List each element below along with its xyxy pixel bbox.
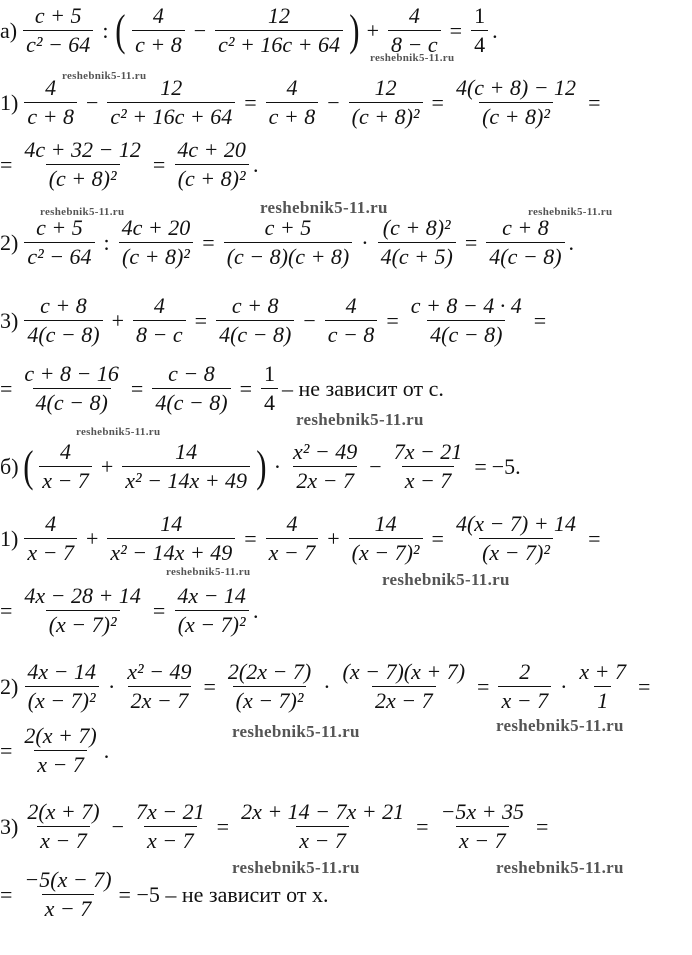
operator: = (533, 307, 547, 333)
fraction (224, 216, 353, 269)
denominator: 4 (471, 30, 488, 57)
watermark: reshebnik5-11.ru (370, 52, 455, 64)
operator: · (361, 229, 369, 255)
operator: = (0, 375, 13, 401)
numerator: c + 5 (36, 215, 83, 240)
fraction (388, 4, 441, 57)
step-label: 1) (0, 89, 19, 115)
fraction (21, 868, 114, 921)
fraction (266, 512, 319, 565)
fraction (24, 660, 99, 713)
fraction (107, 76, 235, 129)
fraction (133, 800, 208, 853)
step-label: 3) (0, 307, 19, 333)
operator: = (431, 89, 444, 115)
operator: + (111, 307, 125, 333)
operator: + (85, 525, 99, 551)
numerator: 4c + 20 (121, 215, 191, 240)
numerator: 2(x + 7) (24, 723, 97, 748)
fraction (266, 76, 319, 129)
numerator: −5(x − 7) (24, 867, 112, 892)
fraction (24, 294, 102, 347)
fraction (21, 724, 99, 777)
task-a-statement: а) $\frac{c + 5}{\text{c² − 64}}$ : ( $\frac{4}{c + 8}$ − $\frac{12}{\text{c² + 16c + 64}}$ ) + $\frac{4}{8 - c}$ = $\frac{1}{4}$ . (0, 3, 498, 57)
fraction (24, 512, 77, 565)
numerator: 4x − 28 + 14 (24, 583, 141, 608)
numerator: c − 8 (168, 361, 215, 386)
numerator: 14 (175, 439, 198, 464)
denominator: (c + 8)² (349, 102, 423, 129)
numerator: x² − 49 (293, 439, 358, 464)
fraction (24, 76, 77, 129)
denominator: (x − 7)² (479, 538, 553, 565)
watermark: reshebnik5-11.ru (76, 426, 161, 438)
numerator: 12 (160, 75, 183, 100)
fraction (215, 4, 343, 57)
watermark: reshebnik5-11.ru (260, 198, 388, 217)
fraction (238, 800, 407, 853)
divide-sign: : (102, 17, 109, 43)
operator: = (194, 307, 208, 333)
fraction (174, 584, 249, 637)
denominator: 4(c − 8) (427, 320, 505, 347)
operator: = (638, 673, 651, 699)
denominator: c² − 64 (23, 30, 93, 57)
numerator: 2(x + 7) (27, 799, 100, 824)
task-a-step-3-cont (0, 362, 444, 415)
denominator: (x − 7)² (349, 538, 423, 565)
watermark: reshebnik5-11.ru (528, 206, 613, 218)
denominator: 4 (261, 388, 278, 415)
fraction (486, 216, 564, 269)
watermark: reshebnik5-11.ru (296, 410, 424, 429)
minus-sign: − (193, 17, 207, 43)
operator: = (130, 375, 144, 401)
fraction (132, 4, 185, 57)
numerator: 4 (286, 511, 298, 536)
fraction (24, 216, 94, 269)
numerator: c + 8 − 16 (24, 361, 119, 386)
result-value: −5. (491, 453, 521, 479)
task-b-statement (0, 440, 521, 493)
operator: = (431, 525, 444, 551)
operator: = (0, 597, 13, 623)
step-label: 1) (0, 525, 19, 551)
numerator: (c + 8)² (382, 215, 451, 240)
numerator: 4 (408, 3, 420, 28)
operator: : (103, 229, 110, 255)
task-label: б) (0, 453, 19, 479)
numerator: 4 (345, 293, 357, 318)
numerator: 2(2x − 7) (227, 659, 312, 684)
denominator: (c + 8)² (46, 164, 120, 191)
operator: · (107, 673, 116, 699)
fraction (408, 294, 525, 347)
denominator: (c − 8)(c + 8) (224, 242, 353, 269)
operator: = (152, 597, 166, 623)
denominator: 4(c − 8) (486, 242, 564, 269)
fraction (24, 800, 102, 853)
numerator: 4 (60, 439, 71, 464)
numerator: 4(x − 7) + 14 (455, 511, 577, 536)
denominator: x − 7 (37, 826, 90, 853)
operator: = (244, 89, 257, 115)
task-b-step-2-cont: = $\frac{2(x + 7)}{x - 7}$ . (0, 723, 110, 777)
numerator: c + 5 (264, 215, 312, 240)
watermark: reshebnik5-11.ru (232, 722, 360, 741)
fraction (349, 512, 423, 565)
operator: · (323, 673, 331, 699)
watermark: reshebnik5-11.ru (40, 206, 125, 218)
fraction (152, 362, 230, 415)
denominator: 2x − 7 (372, 686, 436, 713)
numerator: 12 (374, 75, 397, 100)
step-label: 2) (0, 229, 19, 255)
numerator: c + 8 (502, 215, 549, 240)
denominator: x − 7 (42, 894, 95, 921)
numerator: x + 7 (579, 659, 627, 684)
numerator: 1 (474, 3, 486, 28)
denominator: 4(c − 8) (216, 320, 294, 347)
denominator: 4(c − 8) (152, 388, 230, 415)
operator: = (202, 229, 215, 255)
denominator: c² + 16c + 64 (107, 102, 235, 129)
denominator: x − 7 (498, 686, 551, 713)
watermark: reshebnik5-11.ru (166, 566, 251, 578)
operator: = (152, 151, 166, 177)
denominator: x − 7 (266, 538, 319, 565)
watermark: reshebnik5-11.ru (232, 858, 360, 877)
fraction (378, 216, 456, 269)
fraction (21, 584, 143, 637)
fraction (391, 440, 466, 493)
task-label: а) (0, 17, 18, 43)
plus-sign: + (366, 17, 380, 43)
fraction (340, 660, 469, 713)
paren-close: ) (349, 5, 360, 55)
fraction (453, 512, 579, 565)
fraction (174, 138, 249, 191)
numerator: 2 (519, 659, 531, 684)
watermark: reshebnik5-11.ru (62, 70, 147, 82)
numerator: 4x − 14 (27, 659, 96, 684)
denominator: 4(c + 5) (378, 242, 456, 269)
denominator: 2x − 7 (128, 686, 192, 713)
operator: + (100, 453, 114, 479)
denominator: (x − 7)² (25, 686, 99, 713)
watermark: reshebnik5-11.ru (382, 570, 510, 589)
denominator: 4(c − 8) (24, 320, 102, 347)
operator: · (560, 673, 568, 699)
paren-open: ( (115, 5, 126, 55)
fraction (471, 4, 488, 57)
task-a-step-1-cont: = $\frac{4c + 32 - 12}{\text{(c + 8)²}}$ = $\frac{4c + 20}{\text{(c + 8)²}}$ . (0, 137, 259, 191)
conclusion-text: = −5 – не зависит от x. (118, 881, 329, 907)
denominator: x − 7 (144, 826, 197, 853)
operator: = (477, 673, 490, 699)
fraction (290, 440, 360, 493)
task-a-step-1 (0, 76, 605, 129)
numerator: 14 (160, 511, 183, 536)
denominator: 1 (594, 686, 611, 713)
denominator: x² − 14x + 49 (107, 538, 235, 565)
fraction (325, 294, 378, 347)
denominator: c² + 16c + 64 (215, 30, 343, 57)
operator: = (416, 813, 429, 839)
numerator: −5x + 35 (440, 799, 525, 824)
numerator: 4 (45, 75, 57, 100)
numerator: x² − 49 (127, 659, 192, 684)
numerator: 12 (268, 3, 291, 28)
fraction (124, 660, 194, 713)
fraction (23, 4, 93, 57)
numerator: 4c + 20 (177, 137, 246, 162)
denominator: c + 8 (24, 102, 77, 129)
numerator: 1 (264, 361, 275, 386)
task-b-step-1 (0, 512, 605, 565)
task-b-step-3 (0, 800, 553, 853)
fraction (119, 216, 194, 269)
denominator: (c + 8)² (175, 164, 249, 191)
equals-sign: = (449, 17, 463, 43)
operator: = (239, 375, 252, 401)
numerator: 7x − 21 (393, 439, 463, 464)
numerator: c + 8 (231, 293, 279, 318)
numerator: 2x + 14 − 7x + 21 (241, 799, 405, 824)
fraction (498, 660, 551, 713)
operator: = (0, 881, 13, 907)
numerator: c + 8 (40, 293, 87, 318)
numerator: 4 (45, 511, 57, 536)
denominator: (x − 7)² (175, 610, 249, 637)
denominator: x − 7 (34, 750, 87, 777)
operator: = (203, 673, 216, 699)
operator: · (273, 453, 282, 479)
denominator: 4(c − 8) (33, 388, 111, 415)
operator: + (327, 525, 340, 551)
task-a-step-3 (0, 294, 551, 347)
fraction (349, 76, 423, 129)
task-b-step-1-cont: = $\frac{4x - 28 + 14}{\text{(x − 7)²}}$ = $\frac{4x - 14}{\text{(x − 7)²}}$ . (0, 583, 259, 637)
fraction (453, 76, 579, 129)
numerator: 14 (374, 511, 397, 536)
denominator: c + 8 (132, 30, 185, 57)
numerator: c + 8 − 4 · 4 (410, 293, 522, 318)
numerator: 4c + 32 − 12 (24, 137, 141, 162)
operator: = (588, 89, 601, 115)
operator: − (303, 307, 316, 333)
denominator: c + 8 (266, 102, 319, 129)
fraction (21, 138, 143, 191)
denominator: 8 − c (388, 30, 441, 57)
denominator: x − 7 (39, 466, 92, 493)
denominator: (c + 8)² (119, 242, 193, 269)
operator: = (474, 453, 487, 479)
fraction (133, 294, 186, 347)
paren-open: ( (22, 441, 33, 491)
operator: = (536, 813, 549, 839)
denominator: x² − 14x + 49 (122, 466, 250, 493)
denominator: x − 7 (456, 826, 509, 853)
operator: − (369, 453, 382, 479)
task-b-step-2 (0, 660, 655, 713)
operator: = (0, 737, 13, 763)
denominator: x − 7 (402, 466, 455, 493)
paren-close: ) (256, 441, 267, 491)
numerator: 4(c + 8) − 12 (455, 75, 577, 100)
operator: − (85, 89, 99, 115)
fraction (225, 660, 314, 713)
watermark: reshebnik5-11.ru (496, 716, 624, 735)
operator: = (216, 813, 230, 839)
step-label: 2) (0, 673, 19, 699)
fraction (438, 800, 527, 853)
operator: = (244, 525, 257, 551)
fraction (39, 440, 92, 493)
fraction (107, 512, 235, 565)
denominator: (x − 7)² (233, 686, 307, 713)
operator: = (0, 151, 13, 177)
denominator: 2x − 7 (293, 466, 357, 493)
operator: = (464, 229, 478, 255)
numerator: 4x − 14 (177, 583, 246, 608)
denominator: (x − 7)² (46, 610, 120, 637)
denominator: 8 − c (133, 320, 186, 347)
denominator: c² − 64 (24, 242, 94, 269)
watermark: reshebnik5-11.ru (496, 858, 624, 877)
fraction (122, 440, 250, 493)
fraction (216, 294, 294, 347)
numerator: 7x − 21 (136, 799, 205, 824)
fraction (576, 660, 629, 713)
numerator: c + 5 (34, 3, 82, 28)
operator: − (111, 813, 125, 839)
task-a-step-2: 2) $\frac{c + 5}{\text{c² − 64}}$ : $\frac{4c + 20}{\text{(c + 8)²}}$ = $\frac{c + 5}{(c - 8)(c + 8)}$ · $\frac{\text{(c + 8)²}}{4(c + 5)}$ = $\frac{c + 8}{4(c - 8)}$ . (0, 215, 575, 269)
numerator: 4 (153, 293, 165, 318)
operator: = (386, 307, 399, 333)
fraction (21, 362, 121, 415)
denominator: x − 7 (24, 538, 77, 565)
operator: − (327, 89, 340, 115)
numerator: 4 (286, 75, 298, 100)
operator: = (588, 525, 601, 551)
conclusion-text: – не зависит от c. (282, 375, 444, 401)
fraction (261, 362, 278, 415)
denominator: (c + 8)² (479, 102, 553, 129)
numerator: (x − 7)(x + 7) (342, 659, 466, 684)
numerator: 4 (152, 3, 164, 28)
step-label: 3) (0, 813, 19, 839)
denominator: c − 8 (325, 320, 378, 347)
denominator: x − 7 (296, 826, 349, 853)
